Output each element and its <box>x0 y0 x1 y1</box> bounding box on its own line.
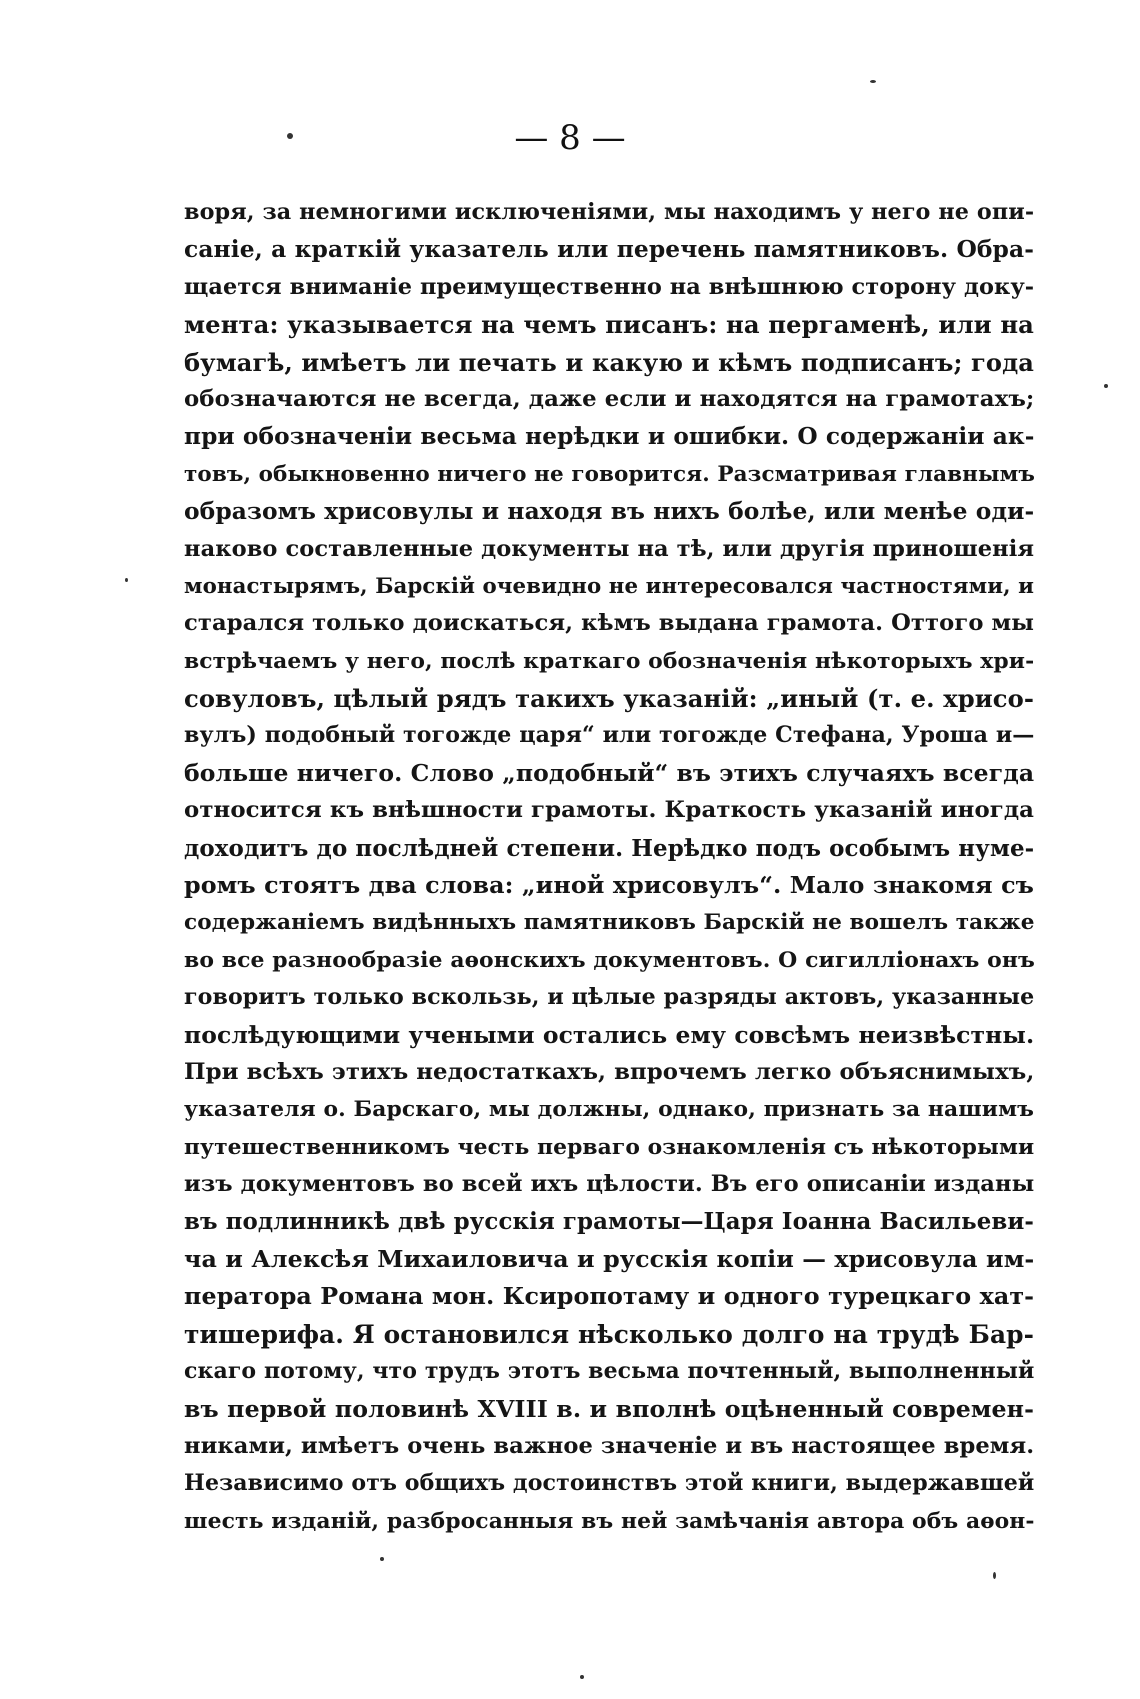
text-line: товъ, обыкновенно ничего не говорится. Разсматривая главнымъ <box>184 461 1035 487</box>
scan-speck <box>993 1572 996 1579</box>
text-line: скаго потому, что трудъ этотъ весьма почтенный, выполненный <box>184 1358 1035 1385</box>
text-line: доходитъ до послѣдней степени. Нерѣдко подъ особымъ нуме- <box>184 834 1035 862</box>
text-line: изъ документовъ во всей ихъ цѣлости. Въ его описаніи изданы <box>184 1171 1035 1198</box>
text-line: обозначаются не всегда, даже если и находятся на грамотахъ; <box>184 385 1035 412</box>
text-line: старался только доискаться, кѣмъ выдана грамота. Оттого мы <box>184 610 1035 637</box>
text-line: мента: указывается на чемъ писанъ: на пергаменѣ, или на <box>184 310 1034 340</box>
body-text <box>184 194 1034 1540</box>
scan-speck <box>580 1675 584 1679</box>
scan-speck <box>870 80 876 83</box>
text-line: вулъ) подобный тогожде царя“ или тогожде Стефана, Уроша и— <box>184 722 1035 749</box>
text-line: воря, за немногими исключеніями, мы находимъ у него не опи- <box>184 199 1035 225</box>
text-line: говоритъ только вскользь, и цѣлые разряды актовъ, указанные <box>184 984 1035 1011</box>
text-line: при обозначеніи весьма нерѣдки и ошибки. О содержаніи ак- <box>184 423 1035 451</box>
text-line: совуловъ, цѣлый рядъ такихъ указаній: „иный (т. е. хрисо- <box>184 684 1034 714</box>
page-number: — 8 — <box>514 118 626 158</box>
text-line: ромъ стоятъ два слова: „иной хрисовулъ“. Мало знакомя съ <box>184 871 1034 900</box>
text-line: относится къ внѣшности грамоты. Краткость указаній иногда <box>184 797 1035 824</box>
text-line: щается вниманіе преимущественно на внѣшнюю сторону доку- <box>184 273 1035 300</box>
text-line: послѣдующими учеными остались ему совсѣмъ неизвѣстны. <box>184 1020 1035 1049</box>
scan-speck <box>287 133 293 139</box>
text-line: образомъ хрисовулы и находя въ нихъ болѣе, или менѣе оди- <box>184 497 1035 526</box>
text-line: путешественникомъ честь перваго ознакомленія съ нѣкоторыми <box>184 1134 1035 1160</box>
text-line: саніе, а краткій указатель или перечень памятниковъ. Обра- <box>184 235 1034 264</box>
scan-speck <box>380 1557 384 1561</box>
text-line: во все разнообразіе аѳонскихъ документовъ. О сигилліонахъ онъ <box>184 946 1035 973</box>
scan-speck <box>125 578 128 582</box>
text-line: тишерифа. Я остановился нѣсколько долго на трудѣ Бар- <box>184 1319 1034 1349</box>
scan-speck <box>1104 384 1108 388</box>
text-line: монастырямъ, Барскій очевидно не интересовался частностями, и <box>184 573 1035 599</box>
text-line: никами, имѣетъ очень важное значеніе и въ настоящее время. <box>184 1432 1035 1459</box>
text-line: больше ничего. Слово „подобный“ въ этихъ случаяхъ всегда <box>184 758 1035 787</box>
text-line: указателя о. Барскаго, мы должны, однако, признать за нашимъ <box>184 1096 1034 1123</box>
text-line: наково составленные документы на тѣ, или другія приношенія <box>184 535 1035 562</box>
text-line: ча и Алексѣя Михаиловича и русскія копіи — хрисовула им- <box>184 1244 1035 1273</box>
text-line: Независимо отъ общихъ достоинствъ этой книги, выдержавшей <box>184 1470 1035 1497</box>
text-line: При всѣхъ этихъ недостаткахъ, впрочемъ легко объяснимыхъ, <box>184 1058 1035 1085</box>
text-line: содержаніемъ видѣнныхъ памятниковъ Барскій не вошелъ также <box>184 910 1035 936</box>
text-line: въ первой половинѣ XVIII в. и вполнѣ оцѣненный современ- <box>184 1394 1034 1423</box>
text-line: шесть изданій, разбросанныя въ ней замѣчанія автора объ аѳон- <box>184 1507 1035 1534</box>
text-line: бумагѣ, имѣетъ ли печать и какую и кѣмъ подписанъ; года <box>184 347 1034 377</box>
text-line: встрѣчаемъ у него, послѣ краткаго обозначенія нѣкоторыхъ хри- <box>184 647 1035 674</box>
text-line: въ подлинникѣ двѣ русскія грамоты—Царя Іоанна Васильеви- <box>184 1208 1034 1235</box>
text-line: ператора Романа мон. Ксиропотаму и одного турецкаго хат- <box>184 1282 1035 1311</box>
